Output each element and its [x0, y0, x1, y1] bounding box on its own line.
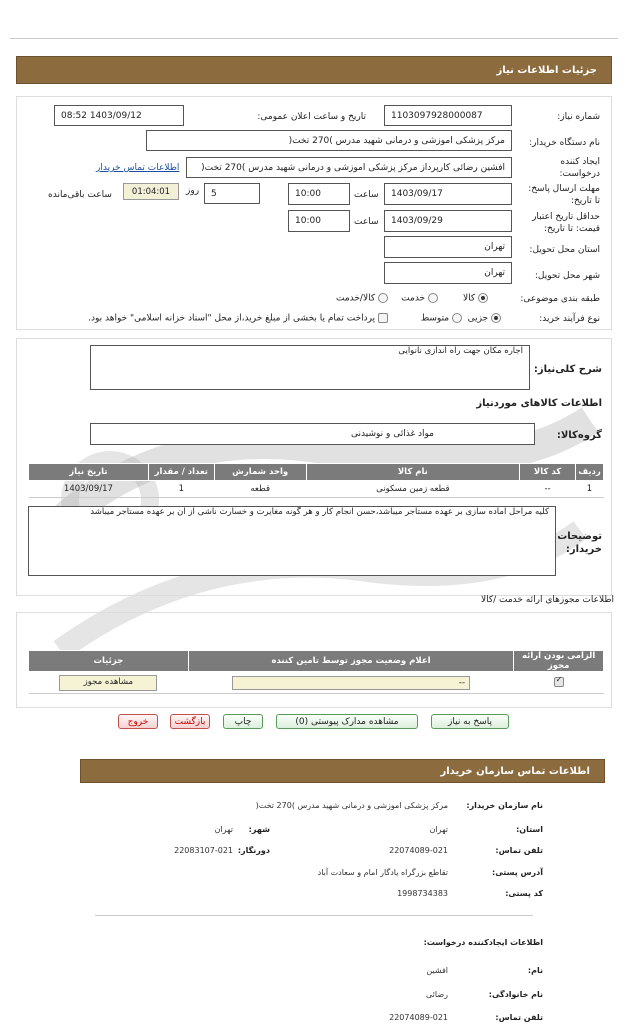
creator-label-2: درخواست: [559, 169, 600, 179]
province-label: استان محل تحویل: [529, 245, 600, 255]
contact-divider [95, 915, 533, 916]
cell-qty: 1 [148, 481, 214, 498]
days-label: روز [186, 186, 200, 196]
exit-button[interactable]: خروج [118, 714, 158, 729]
creator-phone-label: تلفن تماس: [495, 1013, 543, 1022]
validity-date-field: 1403/09/29 [384, 210, 512, 232]
province-field: تهران [384, 236, 512, 258]
contact-city-value: تهران [214, 825, 233, 834]
city-label: شهر محل تحویل: [534, 271, 600, 281]
buyer-notes-field: کلیه مراحل آماده سازی بر عهده مستاجر میباشد،حسن انجام کار و هر گونه مغایرت و خسارت ناشی از آن بر عهده مستاجر میباشد [28, 506, 556, 576]
creator-name-value: افشین [426, 966, 448, 975]
contact-org-label: نام سازمان خریدار: [466, 801, 543, 810]
contact-province-value: تهران [429, 825, 448, 834]
page-header [16, 56, 612, 84]
col-details: جزئیات [29, 651, 189, 672]
buyer-org-field: مرکز پزشکی اموزشی و درمانی شهید مدرس )270 تخت( [146, 130, 512, 151]
contact-title: اطلاعات تماس سازمان خریدار [440, 765, 590, 777]
contact-postal-value: 1998734383 [397, 889, 448, 898]
col-code: کد کالا [520, 464, 576, 481]
creator-label-1: ایجاد کننده [560, 157, 600, 167]
col-date: تاریخ نیاز [29, 464, 149, 481]
contact-fax-label: دورنگار: [237, 846, 270, 855]
summary-label: شرح کلی‌نیاز: [533, 364, 602, 375]
contact-province-label: استان: [516, 825, 543, 834]
col-status: اعلام وضعیت مجوز توسط تامین کننده [188, 651, 514, 672]
permits-table-header [29, 651, 604, 672]
category-option-goods[interactable]: کالا [463, 293, 488, 304]
col-row: ردیف [576, 464, 604, 481]
process-label: نوع فرآیند خرید: [539, 314, 600, 324]
buyer-notes-label-1: توضیحات [557, 531, 602, 542]
process-option-minor[interactable]: جزیی [468, 313, 501, 324]
cell-date: 1403/09/17 [29, 481, 149, 498]
page-title: جزئیات اطلاعات نیاز [496, 64, 597, 76]
cell-row: 1 [576, 481, 604, 498]
cell-unit: قطعه [214, 481, 306, 498]
contact-header [80, 759, 605, 783]
permits-section-title: اطلاعات مجوزهای ارائه خدمت /کالا [480, 595, 614, 605]
contact-buyer-link[interactable]: اطلاعات تماس خریدار [96, 163, 180, 173]
table-row [29, 481, 604, 498]
send-deadline-label-1: مهلت ارسال پاسخ: [528, 184, 600, 194]
category-option-goods-service[interactable]: کالا/خدمت [336, 293, 388, 304]
reply-button[interactable]: پاسخ به نیاز [431, 714, 509, 729]
creator-info-title: اطلاعات ایجادکننده درخواست: [423, 938, 543, 947]
radio-icon [428, 293, 438, 303]
print-button[interactable]: چاپ [223, 714, 263, 729]
summary-field: اجاره مکان جهت راه اندازی نانوایی [90, 345, 530, 390]
validity-time-label: ساعت [354, 217, 379, 227]
treasury-payment-checkbox[interactable]: پرداخت تمام یا بخشی از مبلغ خرید،از محل "اسناد خزانه اسلامی" خواهد بود. [88, 313, 388, 324]
need-number-label: شماره نیاز: [557, 112, 600, 122]
send-time-field: 10:00 [288, 183, 350, 205]
announce-field: 1403/09/12 08:52 [54, 105, 184, 126]
contact-phone-label: تلفن تماس: [495, 846, 543, 855]
buyer-org-label: نام دستگاه خریدار: [529, 138, 600, 148]
category-option-service[interactable]: خدمت [401, 293, 438, 304]
contact-address-label: آدرس پستی: [492, 868, 543, 877]
radio-icon [452, 313, 462, 323]
contact-address-value: تقاطع بزرگراه یادگار امام و سعادت آباد [317, 868, 448, 877]
col-unit: واحد شمارش [214, 464, 306, 481]
col-name: نام کالا [306, 464, 520, 481]
checkbox-icon [378, 313, 388, 323]
send-date-field: 1403/09/17 [384, 183, 512, 205]
permit-status-field[interactable]: -- [232, 676, 470, 690]
category-label: طبقه بندی موضوعی: [520, 294, 600, 304]
send-time-label: ساعت [354, 190, 379, 200]
goods-table [28, 463, 604, 498]
permits-table [28, 650, 604, 694]
view-permit-button[interactable]: مشاهده مجوز [59, 675, 157, 691]
city-field: تهران [384, 262, 512, 284]
creator-field: افشین رضائی کارپرداز مرکز پزشکی اموزشی و درمانی شهید مدرس )270 تخت( [186, 157, 512, 178]
contact-fax-value: 22083107-021 [174, 846, 233, 855]
validity-label-1: حداقل تاریخ اعتبار [532, 212, 600, 222]
goods-group-field: مواد غذائی و نوشیدنی [90, 423, 535, 445]
top-divider [10, 38, 618, 39]
goods-section-title: اطلاعات کالاهای موردنیاز [476, 398, 602, 409]
process-option-medium[interactable]: متوسط [421, 313, 462, 324]
contact-postal-label: کد پستی: [505, 889, 543, 898]
goods-table-header [29, 464, 604, 481]
days-field: 5 [204, 183, 260, 204]
cell-code: -- [520, 481, 576, 498]
validity-time-field: 10:00 [288, 210, 350, 232]
send-deadline-label-2: تا تاریخ: [570, 196, 600, 206]
announce-label: تاریخ و ساعت اعلان عمومی: [257, 112, 366, 122]
radio-selected-icon [491, 313, 501, 323]
required-checkbox-icon [554, 677, 564, 687]
buyer-notes-label-2: خریدار: [565, 544, 602, 555]
contact-city-label: شهر: [248, 825, 270, 834]
creator-family-value: رضائی [426, 990, 448, 999]
radio-icon [378, 293, 388, 303]
goods-group-label: گروه‌کالا: [556, 430, 602, 441]
need-number-field: 1103097928000087 [384, 105, 512, 126]
col-required: الزامی بودن ارائه مجوز [514, 651, 604, 672]
cell-name: قطعه زمین مسکونی [306, 481, 520, 498]
back-button[interactable]: بازگشت [170, 714, 210, 729]
creator-family-label: نام خانوادگی: [488, 990, 543, 999]
attachments-button[interactable]: مشاهده مدارک پیوستی (0) [276, 714, 418, 729]
remaining-label: ساعت باقی‌مانده [48, 190, 112, 200]
contact-org-value: مرکز پزشکی اموزشی و درمانی شهید مدرس )270 تخت( [255, 801, 448, 810]
remaining-time-field: 01:04:01 [123, 183, 179, 200]
check-mark-icon: ✓ [555, 675, 563, 685]
table-row [29, 672, 604, 694]
contact-phone-value: 22074089-021 [389, 846, 448, 855]
creator-phone-value: 22074089-021 [389, 1013, 448, 1022]
col-qty: تعداد / مقدار [148, 464, 214, 481]
creator-name-label: نام: [527, 966, 543, 975]
radio-selected-icon [478, 293, 488, 303]
validity-label-2: قیمت: تا تاریخ: [544, 224, 600, 234]
